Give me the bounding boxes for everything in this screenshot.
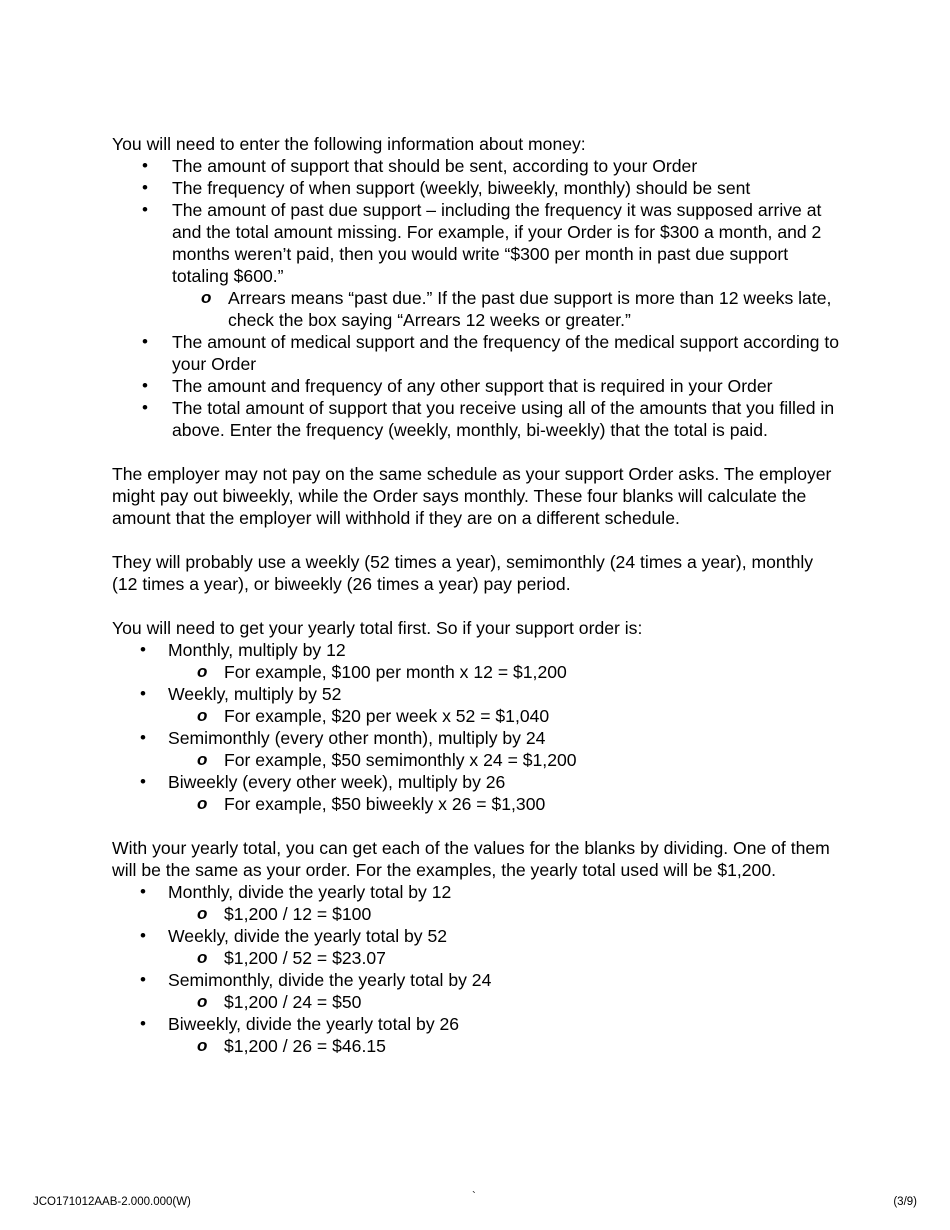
sub-list-item: o $1,200 / 12 = $100 — [197, 904, 372, 924]
pay-periods-paragraph: They will probably use a weekly (52 times a year), semimonthly (24 times a year), monthly (12 times a year), or biweekly (26 times a year) pay period. — [112, 552, 814, 594]
bullet-icon: • — [140, 640, 146, 659]
sub-bullet-icon: o — [197, 1036, 208, 1055]
yearly-total-paragraph: You will need to get your yearly total first. So if your support order is: — [112, 618, 643, 638]
sub-list — [168, 705, 842, 727]
bullet-icon: • — [140, 728, 146, 747]
list-item: • Weekly, multiply by 52 o For example, $20 per week x 52 = $1,040 — [112, 683, 842, 727]
bullet-icon: • — [142, 376, 148, 395]
bullet-icon: • — [140, 926, 146, 945]
list-item: • Biweekly, divide the yearly total by 26 o $1,200 / 26 = $46.15 — [112, 1013, 842, 1057]
list-item: • Semimonthly (every other month), multiply by 24 o For example, $50 semimonthly x 24 = $1,200 — [112, 727, 842, 771]
sub-bullet-icon: o — [201, 288, 212, 307]
bullet-icon: • — [142, 156, 148, 175]
divide-paragraph: With your yearly total, you can get each of the values for the blanks by dividing. One of them will be the same as your order. For the examples, the yearly total used will be $1,200. — [112, 838, 830, 880]
list-item: • The amount and frequency of any other support that is required in your Order — [142, 376, 773, 396]
document-body — [112, 133, 842, 1057]
list-item: • Weekly, divide the yearly total by 52 o $1,200 / 52 = $23.07 — [112, 925, 842, 969]
bullet-icon: • — [140, 970, 146, 989]
sub-list-item: o $1,200 / 26 = $46.15 — [197, 1036, 386, 1056]
list-item: • The frequency of when support (weekly, biweekly, monthly) should be sent — [142, 178, 751, 198]
sub-list-item: o Arrears means “past due.” If the past due support is more than 12 weeks late, check the box saying “Arrears 12 weeks or greater.” — [201, 288, 832, 330]
sub-list — [168, 661, 842, 683]
sub-list — [168, 1035, 842, 1057]
bullet-icon: • — [140, 1014, 146, 1033]
list-item: • The amount of medical support and the frequency of the medical support according to your Order — [142, 332, 839, 374]
list-item: • The total amount of support that you receive using all of the amounts that you filled in above. Enter the frequency (weekly, monthly, bi-weekly) that the total is paid. — [142, 398, 835, 440]
bullet-icon: • — [142, 332, 148, 351]
sub-list-item: o $1,200 / 24 = $50 — [197, 992, 362, 1012]
sub-list — [168, 903, 842, 925]
list-item: • Monthly, multiply by 12 o For example, $100 per month x 12 = $1,200 — [112, 639, 842, 683]
money-info-list — [112, 155, 842, 441]
sub-bullet-icon: o — [197, 662, 208, 681]
list-item: • Semimonthly, divide the yearly total by 24 o $1,200 / 24 = $50 — [112, 969, 842, 1013]
bullet-icon: • — [142, 200, 148, 219]
sub-list-item: o For example, $100 per month x 12 = $1,200 — [197, 662, 567, 682]
sub-bullet-icon: o — [197, 992, 208, 1011]
sub-list — [168, 991, 842, 1013]
bullet-icon: • — [140, 684, 146, 703]
sub-bullet-icon: o — [197, 948, 208, 967]
footer-mark: ` — [472, 1191, 476, 1203]
sub-list — [172, 287, 842, 331]
list-item: • The amount of past due support – including the frequency it was supposed arrive at and the total amount missing. For example, if your Order is for $300 a month, and 2 months weren’t paid, then you would write “$300 per month in past due support totaling $600.” o Arrears means “past due.” If the past due support is more than 12 weeks late, check the box saying “Arrears 12 weeks or greater.” — [112, 199, 842, 331]
footer-page-number: (3/9) — [893, 1196, 917, 1208]
divide-list — [112, 881, 842, 1057]
bullet-icon: • — [142, 178, 148, 197]
multiply-list — [112, 639, 842, 815]
sub-list — [168, 947, 842, 969]
sub-list — [168, 749, 842, 771]
sub-bullet-icon: o — [197, 904, 208, 923]
list-item: • Monthly, divide the yearly total by 12 o $1,200 / 12 = $100 — [112, 881, 842, 925]
sub-list-item: o $1,200 / 52 = $23.07 — [197, 948, 386, 968]
sub-list-item: o For example, $50 biweekly x 26 = $1,300 — [197, 794, 546, 814]
intro-text: You will need to enter the following information about money: — [112, 134, 586, 154]
sub-list — [168, 793, 842, 815]
sub-list-item: o For example, $20 per week x 52 = $1,040 — [197, 706, 550, 726]
sub-bullet-icon: o — [197, 794, 208, 813]
list-item: • Biweekly (every other week), multiply by 26 o For example, $50 biweekly x 26 = $1,300 — [112, 771, 842, 815]
list-item: • The amount of support that should be sent, according to your Order — [142, 156, 698, 176]
bullet-icon: • — [142, 398, 148, 417]
bullet-icon: • — [140, 882, 146, 901]
employer-paragraph: The employer may not pay on the same schedule as your support Order asks. The employer might pay out biweekly, while the Order says monthly. These four blanks will calculate the amount that the employer will withhold if they are on a different schedule. — [112, 464, 832, 528]
footer-doc-id: JCO171012AAB-2.000.000(W) — [33, 1196, 191, 1208]
sub-list-item: o For example, $50 semimonthly x 24 = $1,200 — [197, 750, 577, 770]
bullet-icon: • — [140, 772, 146, 791]
sub-bullet-icon: o — [197, 750, 208, 769]
sub-bullet-icon: o — [197, 706, 208, 725]
